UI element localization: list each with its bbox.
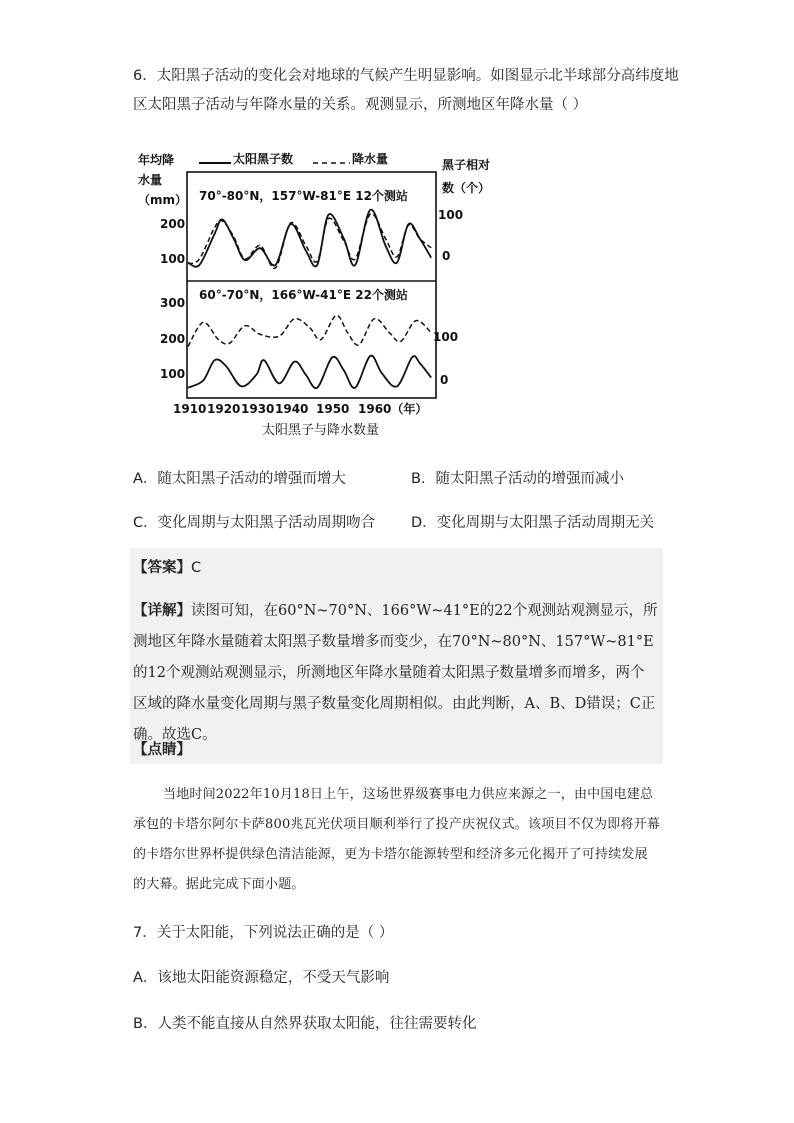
- answer-label: 【答案】: [133, 560, 191, 576]
- panel2-sunspot-line: [188, 356, 431, 389]
- q7-option-a[interactable]: A．该地太阳能资源稳定，不受天气影响: [133, 970, 390, 986]
- p1-right-tick-100: 100: [438, 208, 464, 222]
- chart-caption: 太阳黑子与降水数量: [262, 423, 380, 438]
- option-d[interactable]: D．变化周期与太阳黑子活动周期无关: [411, 515, 655, 531]
- passage-paragraph: 当地时间2022年10月18日上午，这场世界级赛事电力供应来源之一，由中国电建总承包的卡塔尔阿尔卡萨800兆瓦光伏项目顺利举行了投产庆祝仪式。该项目不仅为即将开幕的卡塔尔世界杯提供绿色清洁能源，更为卡塔尔能源转型和经济多元化揭开了可持续发展的大幕。据此完成下面小题。: [133, 787, 661, 892]
- panel1-sunspot-line: [188, 210, 431, 267]
- legend-precip: 降水量: [352, 152, 389, 166]
- answer-value: C: [191, 560, 202, 576]
- left-axis-title-2: 水量: [138, 173, 163, 187]
- p2-right-tick-0: 0: [440, 373, 449, 387]
- p2-right-tick-100: 100: [433, 330, 459, 344]
- panel1-label: 70°-80°N，157°W-81°E 12个测站: [199, 189, 408, 203]
- detail-paragraph: [133, 596, 658, 751]
- legend-sunspot: 太阳黑子数: [233, 152, 294, 166]
- answer-line: [133, 556, 201, 577]
- option-a[interactable]: A．随太阳黑子活动的增强而增大: [133, 471, 346, 487]
- p1-right-tick-0: 0: [442, 249, 451, 263]
- panel2-label: 60°-70°N，166°W-41°E 22个测站: [199, 288, 408, 302]
- right-axis-title-1: 黑子相对: [442, 158, 491, 172]
- q7-option-b[interactable]: B．人类不能直接从自然界获取太阳能，往往需要转化: [133, 1016, 477, 1032]
- tip-label: 【点睛】: [133, 742, 191, 758]
- sunspot-precipitation-chart: [130, 145, 510, 445]
- detail-label: 【详解】: [133, 603, 191, 619]
- p1-left-tick-200: 200: [160, 217, 186, 231]
- p1-left-tick-100: 100: [160, 252, 186, 266]
- x-tick-1950: 1950: [316, 402, 350, 416]
- p2-left-tick-300: 300: [160, 296, 186, 310]
- option-c[interactable]: C．变化周期与太阳黑子活动周期吻合: [133, 515, 376, 531]
- panel2-precip-line: [188, 315, 431, 346]
- x-tick-1930: 1930: [241, 402, 275, 416]
- p2-left-tick-100: 100: [160, 367, 186, 381]
- x-tick-1910: 1910: [173, 402, 207, 416]
- right-axis-title-2: 数（个）: [442, 181, 491, 195]
- option-b[interactable]: B．随太阳黑子活动的增强而减小: [411, 471, 624, 487]
- p2-left-tick-200: 200: [160, 332, 186, 346]
- detail-text: 读图可知，在60°N~70°N、166°W~41°E的22个观测站观测显示，所测地区年降水量随着太阳黑子数量增多而变少，在70°N~80°N、157°W~81°E的12个观测站观测显示，所测地区年降水量随着太阳黑子数量增多而增多，两个区域的降水量变化周期与黑子数量变化周期相似。由此判断，A、B、D错误；C正确。故选C。: [133, 603, 658, 743]
- x-tick-1940: 1940: [275, 402, 309, 416]
- question-7-stem: 7．关于太阳能，下列说法正确的是（ ）: [133, 925, 394, 941]
- x-tick-1920: 1920: [207, 402, 241, 416]
- question-6-stem: 6．太阳黑子活动的变化会对地球的气候产生明显影响。如图显示北半球部分高纬度地区太阳黑子活动与年降水量的关系。观测显示，所测地区年降水量（ ）: [133, 68, 679, 113]
- x-tick-1960: 1960（年）: [358, 402, 428, 416]
- left-axis-title-1: 年均降: [138, 153, 175, 167]
- left-axis-title-3: （mm）: [138, 193, 188, 207]
